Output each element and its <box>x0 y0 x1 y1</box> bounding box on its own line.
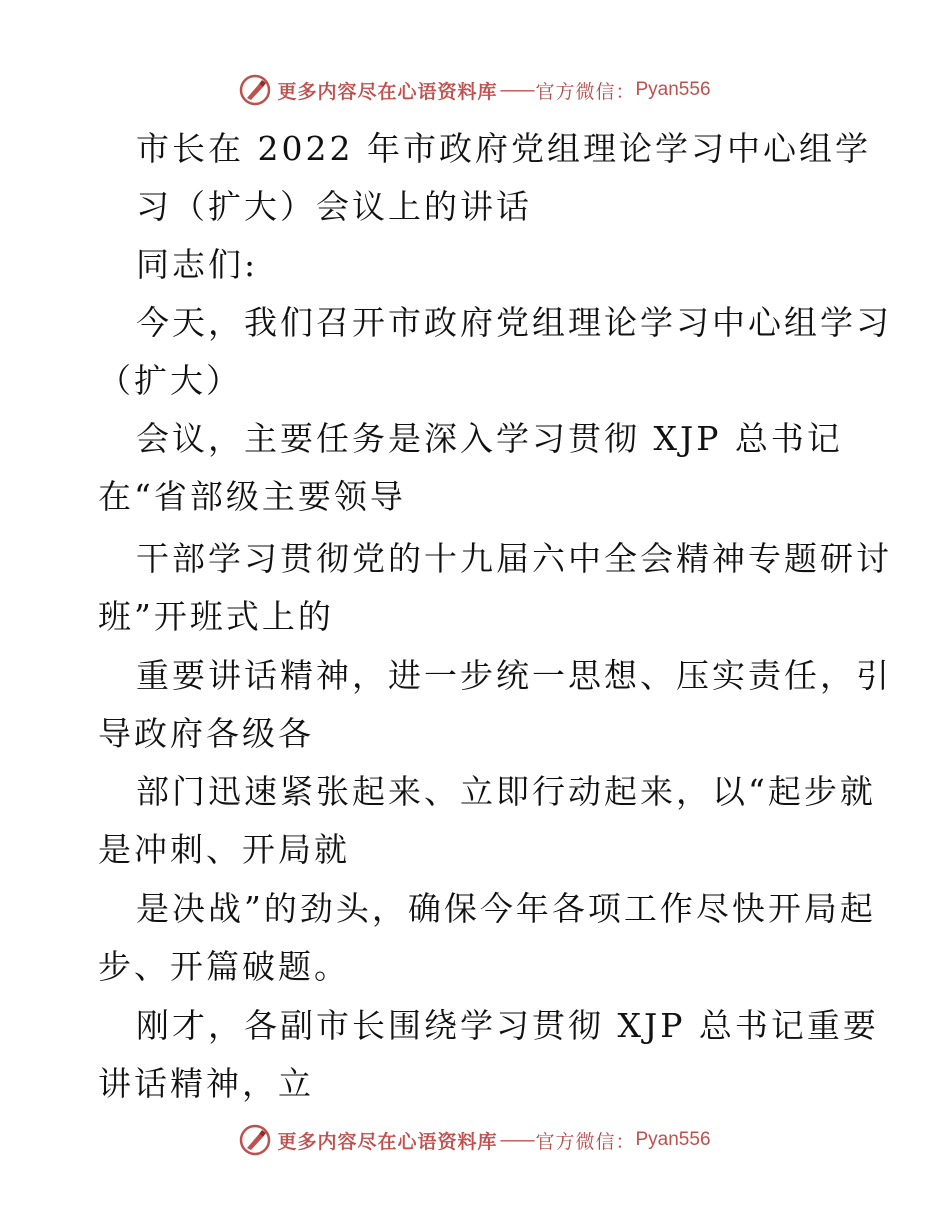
watermark-dash: —— <box>499 1129 534 1151</box>
doc-title-line-2: 习（扩大）会议上的讲话 <box>136 187 532 226</box>
pen-logo-icon <box>239 1124 271 1156</box>
watermark-wechat-label: 官方微信： <box>535 80 636 103</box>
paragraph-line: 讲话精神，立 <box>98 1064 314 1103</box>
paragraph-line: 今天，我们召开市政府党组理论学习中心组学习 <box>136 303 892 342</box>
watermark-header <box>0 70 950 110</box>
paragraph-line: 在“省部级主要领导 <box>98 477 406 516</box>
paragraph-line: 步、开篇破题。 <box>98 947 350 986</box>
watermark-footer <box>0 1120 950 1160</box>
pen-logo-icon <box>239 74 271 106</box>
paragraph-line: 刚才，各副市长围绕学习贯彻 XJP 总书记重要 <box>136 1006 879 1045</box>
salutation: 同志们: <box>136 245 259 284</box>
watermark-title: 更多内容尽在心语资料库 <box>277 80 498 103</box>
paragraph-line: 班”开班式上的 <box>98 597 334 636</box>
paragraph-line: 会议，主要任务是深入学习贯彻 XJP 总书记 <box>136 419 843 458</box>
watermark-wechat-label: 官方微信： <box>535 1130 636 1153</box>
watermark-title: 更多内容尽在心语资料库 <box>277 1130 498 1153</box>
paragraph-line: 部门迅速紧张起来、立即行动起来，以“起步就 <box>136 772 876 811</box>
paragraph-line: 导政府各级各 <box>98 714 314 753</box>
watermark-dash: —— <box>499 79 534 101</box>
watermark-wechat-id: Pyan556 <box>635 79 711 100</box>
paragraph-line: 是冲刺、开局就 <box>98 830 350 869</box>
paragraph-line: 是决战”的劲头，确保今年各项工作尽快开局起 <box>136 889 876 928</box>
paragraph-line: 重要讲话精神，进一步统一思想、压实责任，引 <box>136 656 892 695</box>
watermark-wechat-id: Pyan556 <box>635 1129 711 1150</box>
paragraph-line: 干部学习贯彻党的十九届六中全会精神专题研讨 <box>136 539 892 578</box>
doc-title-line-1: 市长在 2022 年市政府党组理论学习中心组学 <box>136 129 871 168</box>
paragraph-line: （扩大） <box>98 361 242 400</box>
